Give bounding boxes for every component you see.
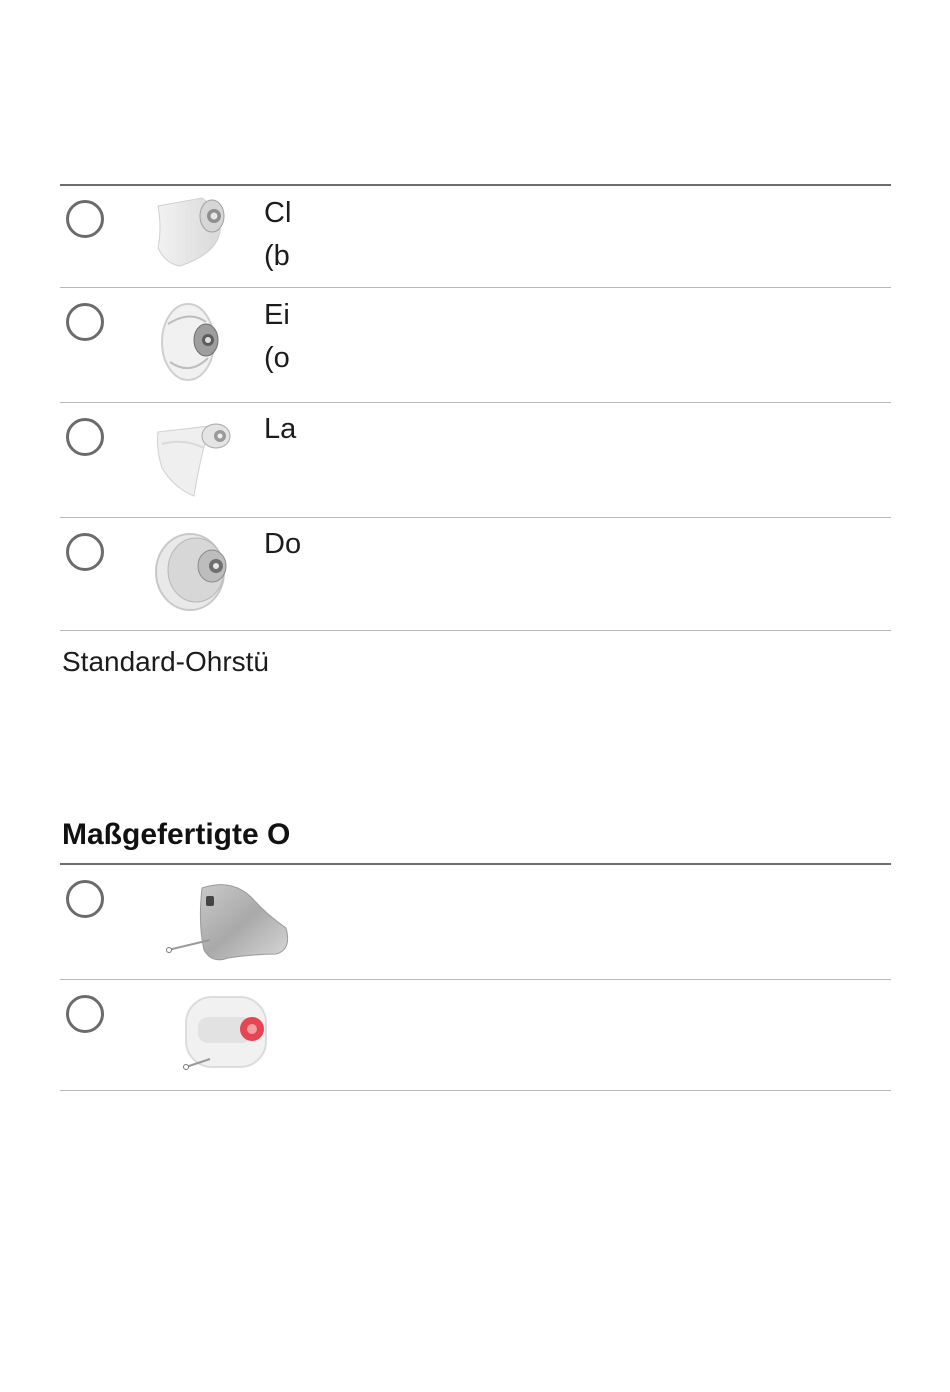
standard-domes-caption: Standard-Ohrstü [62,646,269,677]
option-text-double-dome: Do [264,528,302,560]
row-divider [60,287,891,288]
custom-earmold-icon [166,880,292,976]
row-divider [60,630,891,631]
option-radio-tulip-dome[interactable] [66,418,104,456]
closed-dome-icon [150,192,230,270]
option-text-closed-dome: Cl (b [264,197,292,272]
option-radio-closed-dome[interactable] [66,200,104,238]
custom-table-top-rule [60,863,891,865]
row-divider [60,979,891,980]
custom-earpieces-heading: Maßgefertigte O [62,818,291,851]
tulip-dome-icon [150,418,236,500]
row-divider [60,402,891,403]
row-divider [60,517,891,518]
row-divider [60,1090,891,1091]
option-radio-custom-earmold[interactable] [66,880,104,918]
table-top-rule [60,184,891,186]
option-text-tulip-dome: La [264,413,297,445]
custom-capsule-icon [180,995,276,1075]
option-radio-custom-capsule[interactable] [66,995,104,1033]
open-dome-icon [150,300,230,384]
option-radio-double-dome[interactable] [66,533,104,571]
option-text-open-dome: Ei (o [264,299,290,374]
double-dome-icon [150,530,234,612]
option-radio-open-dome[interactable] [66,303,104,341]
